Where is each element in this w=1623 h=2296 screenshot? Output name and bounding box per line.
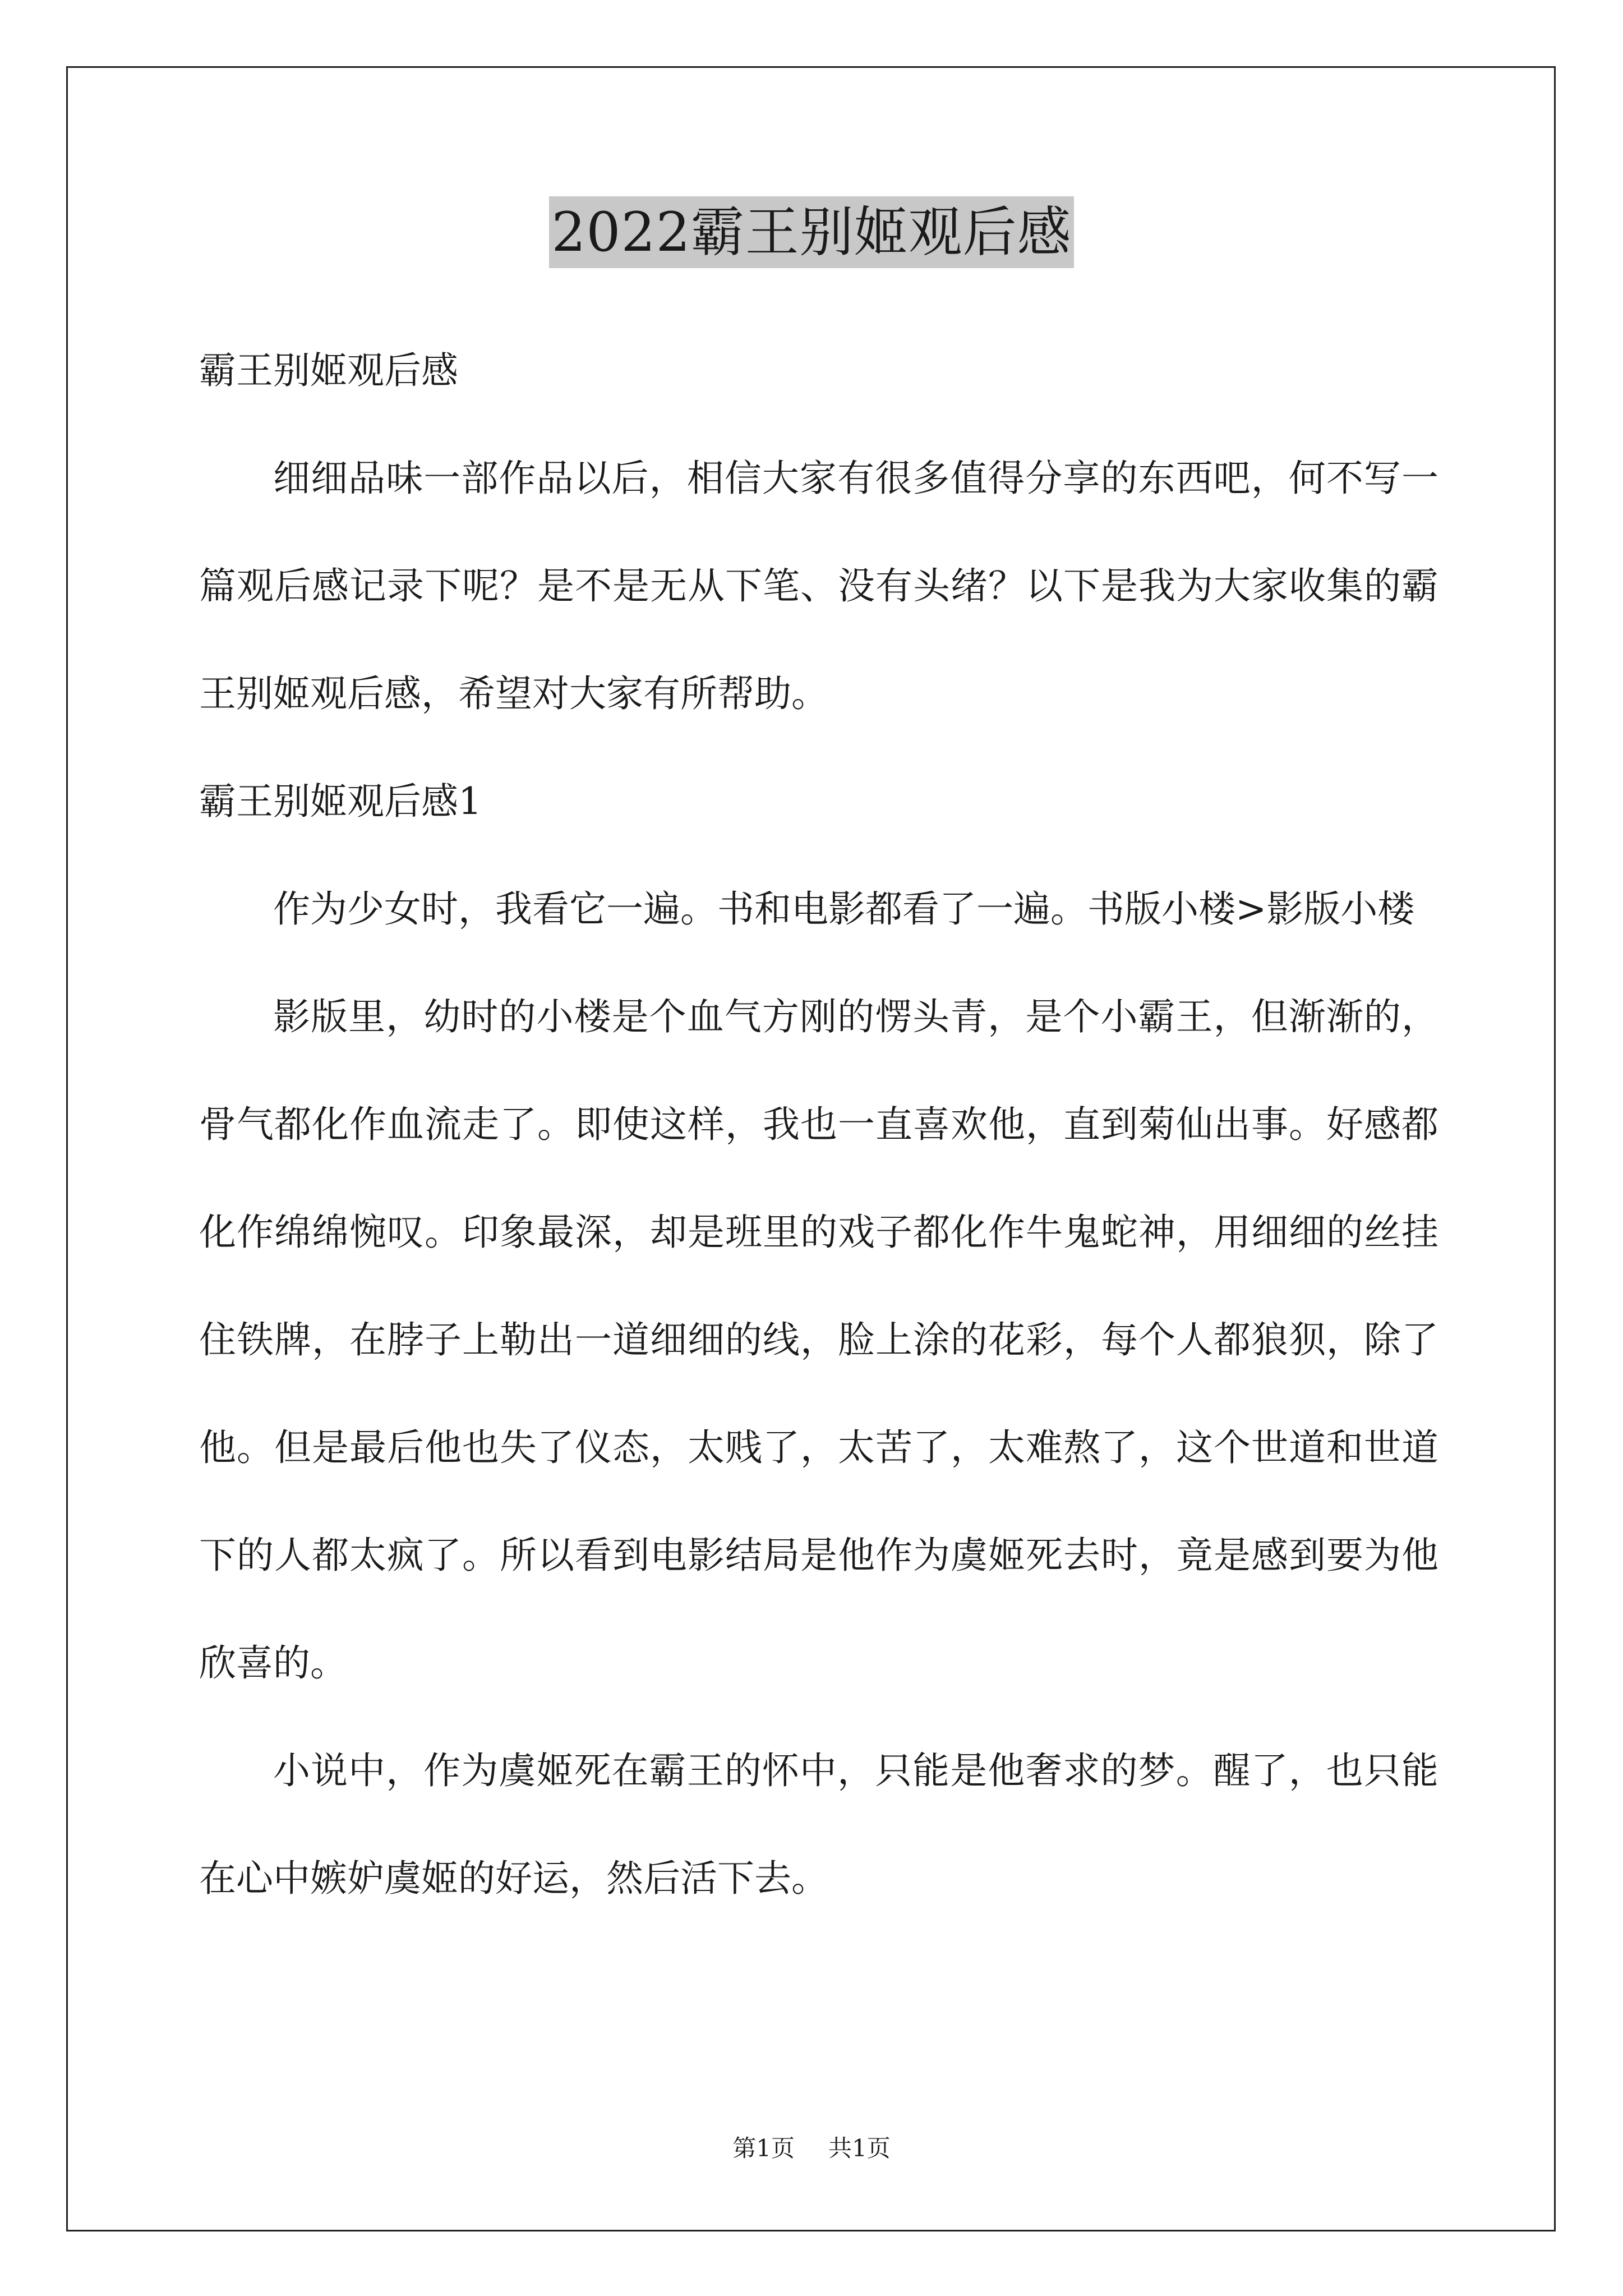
paragraph-intro: 细细品味一部作品以后，相信大家有很多值得分享的东西吧，何不写一篇观后感记录下呢？是不是无从下笔、没有头绪？以下是我为大家收集的霸王别姬观后感，希望对大家有所帮助。 [199,457,1438,715]
paragraph-body: 影版里，幼时的小楼是个血气方刚的愣头青，是个小霸王，但渐渐的，骨气都化作血流走了。即使这样，我也一直喜欢他，直到菊仙出事。好感都化作绵绵惋叹。印象最深，却是班里的戏子都化作牛鬼蛇神，用细细的丝挂住铁牌，在脖子上勒出一道细细的线，脸上涂的花彩，每个人都狼狈，除了他。但是最后他也失了仪态，太贱了，太苦了，太难熬了，这个世道和世道下的人都太疯了。所以看到电影结局是他作为虞姬死去时，竟是感到要为他欣喜的。 [199,995,1438,1685]
paragraph-subtitle: 霸王别姬观后感 [199,349,458,392]
page-footer [0,2132,1623,2165]
page-number: 第1页 [732,2134,795,2162]
document-title: 2022霸王别姬观后感 [549,196,1073,268]
page-total: 共1页 [828,2134,891,2162]
paragraph-body: 作为少女时，我看它一遍。书和电影都看了一遍。书版小楼>影版小楼 [273,887,1415,931]
paragraph-section-heading: 霸王别姬观后感1 [199,780,482,823]
paragraph-body: 小说中，作为虞姬死在霸王的怀中，只能是他奢求的梦。醒了，也只能在心中嫉妒虞姬的好运，然后活下去。 [199,1749,1438,1900]
document-body [199,317,1438,1932]
title-container [0,196,1623,268]
